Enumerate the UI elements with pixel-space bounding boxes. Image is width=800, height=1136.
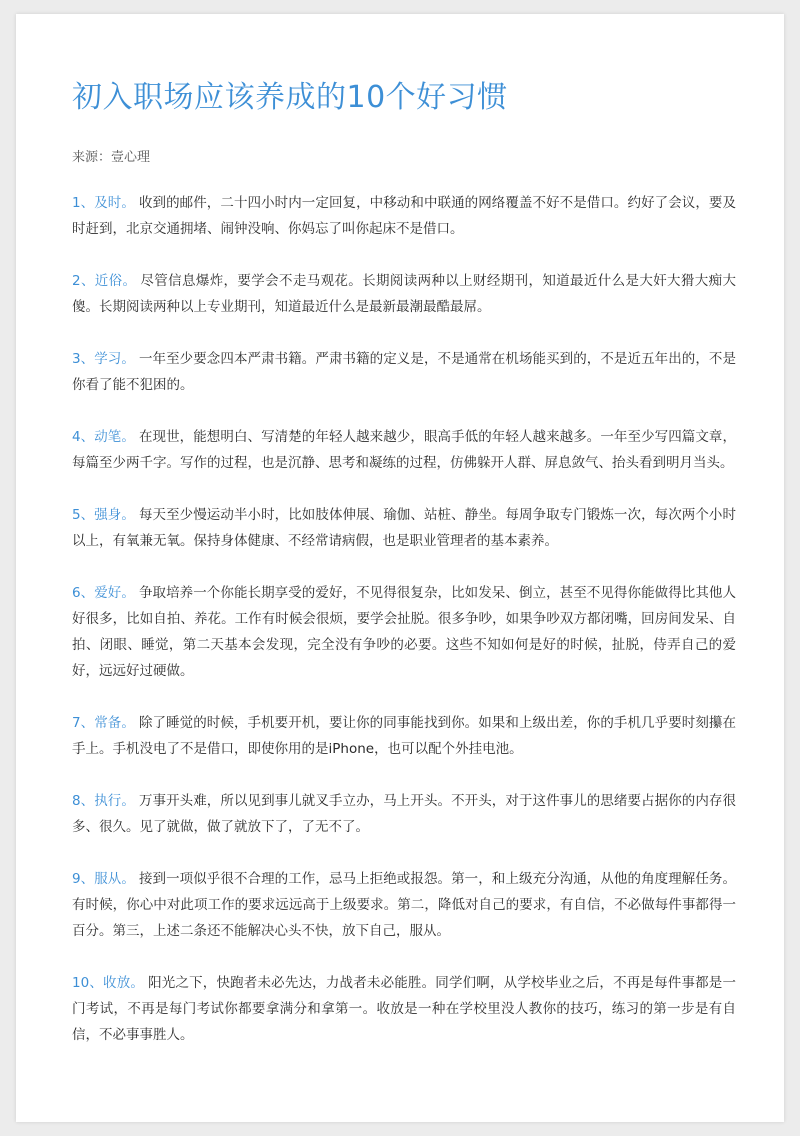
habit-heading: 10、收放。	[72, 975, 145, 991]
habit-heading: 7、常备。	[72, 715, 135, 731]
habit-item	[72, 580, 736, 684]
habit-heading: 1、及时。	[72, 195, 135, 211]
habit-item	[72, 866, 736, 944]
habit-heading: 8、执行。	[72, 793, 135, 809]
habit-text: 尽管信息爆炸，要学会不走马观花。长期阅读两种以上财经期刊，知道最近什么是大奸大猾大痴大傻。长期阅读两种以上专业期刊，知道最近什么是最新最潮最酷最屌。	[72, 273, 736, 315]
habit-item	[72, 788, 736, 840]
habit-text: 收到的邮件，二十四小时内一定回复，中移动和中联通的网络覆盖不好不是借口。约好了会议，要及时赶到，北京交通拥堵、闹钟没响、你妈忘了叫你起床不是借口。	[72, 195, 737, 237]
habit-item	[72, 346, 736, 398]
habit-item	[72, 268, 736, 320]
document-title: 初入职场应该养成的10个好习惯	[72, 80, 508, 115]
document-source: 来源：壹心理	[72, 150, 151, 165]
habit-item	[72, 710, 736, 762]
habit-text: 除了睡觉的时候，手机要开机，要让你的同事能找到你。如果和上级出差，你的手机几乎要时刻攥在手上。手机没电了不是借口，即使你用的是iPhone，也可以配个外挂电池。	[72, 715, 737, 757]
habit-item	[72, 190, 736, 242]
habit-item	[72, 502, 736, 554]
habit-heading: 3、学习。	[72, 351, 135, 367]
habit-heading: 4、动笔。	[72, 429, 135, 445]
habit-text: 一年至少要念四本严肃书籍。严肃书籍的定义是，不是通常在机场能买到的，不是近五年出的，不是你看了能不犯困的。	[72, 351, 737, 393]
document-page	[16, 14, 784, 1122]
habit-heading: 2、近俗。	[72, 273, 137, 289]
habit-text: 接到一项似乎很不合理的工作，忌马上拒绝或报怨。第一，和上级充分沟通，从他的角度理解任务。有时候，你心中对此项工作的要求远远高于上级要求。第二，降低对自己的要求，有自信，不必做每件事都得一百分。第三，上述二条还不能解决心头不快，放下自己，服从。	[72, 871, 737, 939]
habit-text: 争取培养一个你能长期享受的爱好，不见得很复杂，比如发呆、倒立，甚至不见得你能做得比其他人好很多，比如自拍、养花。工作有时候会很烦，要学会扯脱。很多争吵，如果争吵双方都闭嘴，回房间发呆、自拍、闭眼、睡觉，第二天基本会发现，完全没有争吵的必要。这些不知如何是好的时候，扯脱，侍弄自己的爱好，远远好过硬做。	[72, 585, 737, 679]
habit-heading: 5、强身。	[72, 507, 135, 523]
habit-item	[72, 970, 736, 1048]
habit-heading: 9、服从。	[72, 871, 135, 887]
habit-text: 在现世，能想明白、写清楚的年轻人越来越少，眼高手低的年轻人越来越多。一年至少写四篇文章，每篇至少两千字。写作的过程，也是沉静、思考和凝练的过程，仿佛躲开人群、屏息敛气、抬头看到明月当头。	[72, 429, 737, 471]
habit-text: 每天至少慢运动半小时，比如肢体伸展、瑜伽、站桩、静坐。每周争取专门锻炼一次，每次两个小时以上，有氧兼无氧。保持身体健康、不经常请病假，也是职业管理者的基本素养。	[72, 507, 737, 549]
habit-heading: 6、爱好。	[72, 585, 135, 601]
habit-text: 阳光之下，快跑者未必先达，力战者未必能胜。同学们啊，从学校毕业之后，不再是每件事都是一门考试，不再是每门考试你都要拿满分和拿第一。收放是一种在学校里没人教你的技巧，练习的第一步是有自信，不必事事胜人。	[72, 975, 736, 1043]
habit-text: 万事开头难，所以见到事儿就叉手立办，马上开头。不开头，对于这件事儿的思绪要占据你的内存很多、很久。见了就做，做了就放下了，了无不了。	[72, 793, 737, 835]
habit-item	[72, 424, 736, 476]
habit-list	[72, 190, 736, 1074]
